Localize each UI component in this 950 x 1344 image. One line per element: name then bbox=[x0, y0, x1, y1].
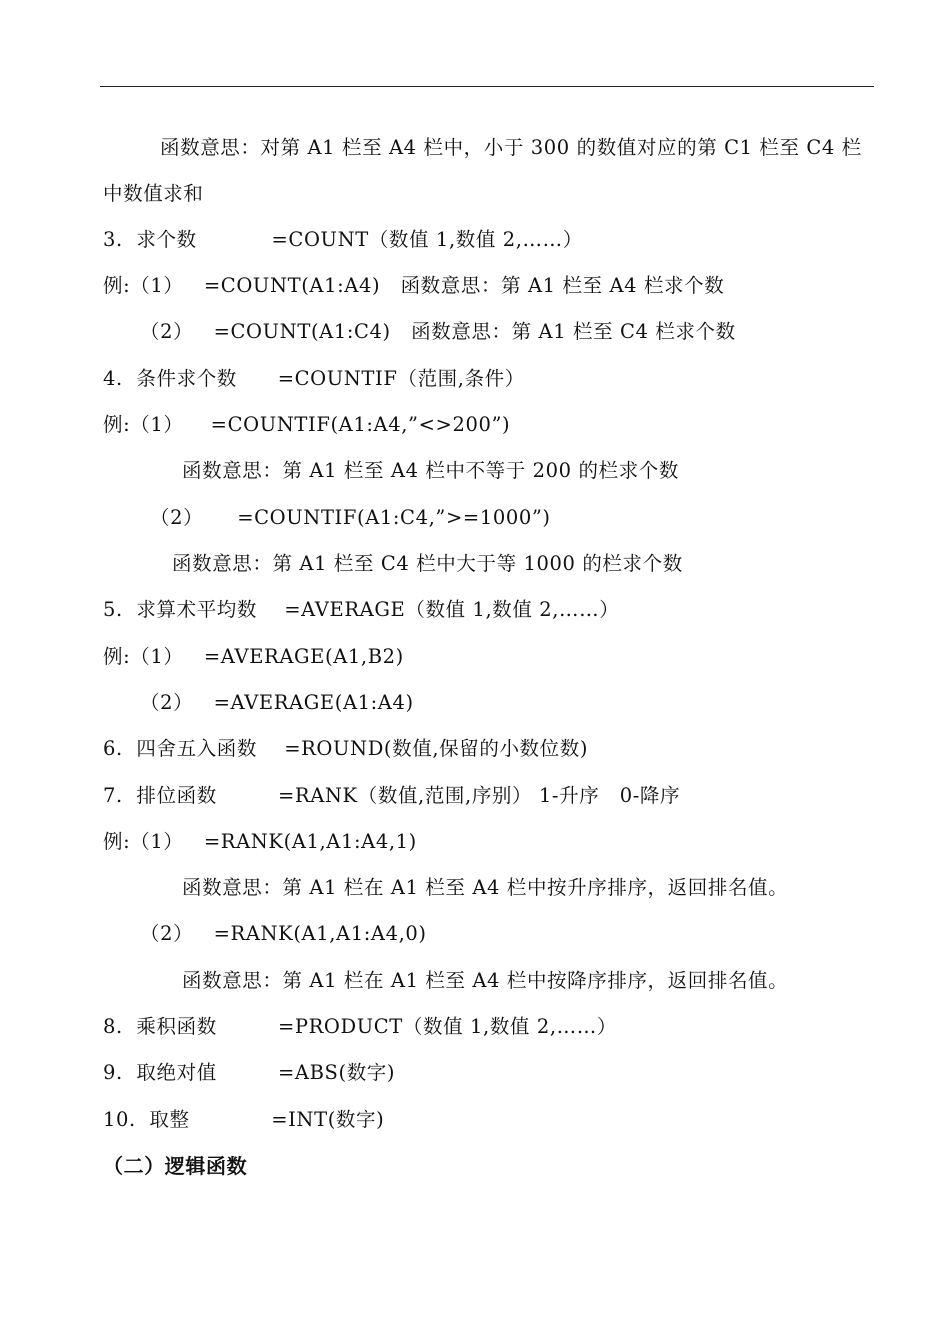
section-heading: （二）逻辑函数 bbox=[103, 1154, 248, 1178]
text-line: （2） =COUNT(A1:C4) 函数意思：第 A1 栏至 C4 栏求个数 bbox=[140, 320, 736, 343]
text-line: （2） =COUNTIF(A1:C4,”>=1000”) bbox=[150, 506, 551, 529]
text-line: （2） =RANK(A1,A1:A4,0) bbox=[140, 922, 427, 945]
text-line: 函数意思：对第 A1 栏至 A4 栏中，小于 300 的数值对应的第 C1 栏至 C4 栏 bbox=[160, 136, 862, 159]
text-line: 函数意思：第 A1 栏在 A1 栏至 A4 栏中按升序排序，返回排名值。 bbox=[182, 876, 789, 899]
text-line: 8. 乘积函数 =PRODUCT（数值 1,数值 2,……） bbox=[103, 1015, 617, 1038]
text-line: 例:（1） =COUNTIF(A1:A4,”<>200”) bbox=[103, 413, 511, 436]
text-line: 例:（1） =COUNT(A1:A4) 函数意思：第 A1 栏至 A4 栏求个数 bbox=[103, 274, 725, 297]
text-line: 例:（1） =RANK(A1,A1:A4,1) bbox=[103, 830, 417, 853]
text-line: 7. 排位函数 =RANK（数值,范围,序别） 1-升序 0-降序 bbox=[103, 784, 681, 807]
text-line: 中数值求和 bbox=[103, 182, 204, 205]
text-line: 5. 求算术平均数 =AVERAGE（数值 1,数值 2,……） bbox=[103, 598, 620, 621]
text-line: 6. 四舍五入函数 =ROUND(数值,保留的小数位数) bbox=[103, 737, 589, 760]
text-line: 函数意思：第 A1 栏至 A4 栏中不等于 200 的栏求个数 bbox=[182, 459, 679, 482]
header-rule bbox=[100, 86, 874, 87]
text-line: 10. 取整 =INT(数字) bbox=[103, 1108, 385, 1131]
text-line: 例:（1） =AVERAGE(A1,B2) bbox=[103, 645, 404, 668]
text-line: 3. 求个数 =COUNT（数值 1,数值 2,……） bbox=[103, 228, 583, 251]
text-line: 9. 取绝对值 =ABS(数字) bbox=[103, 1061, 396, 1084]
text-line: 4. 条件求个数 =COUNTIF（范围,条件） bbox=[103, 367, 525, 390]
text-line: （2） =AVERAGE(A1:A4) bbox=[140, 691, 414, 714]
text-line: 函数意思：第 A1 栏至 C4 栏中大于等 1000 的栏求个数 bbox=[172, 552, 683, 575]
text-line: 函数意思：第 A1 栏在 A1 栏至 A4 栏中按降序排序，返回排名值。 bbox=[182, 969, 789, 992]
